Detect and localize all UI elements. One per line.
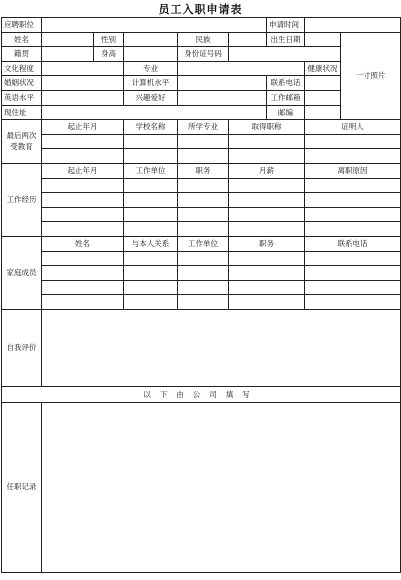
- ethnicity-field[interactable]: [229, 32, 267, 47]
- family-cell[interactable]: [42, 266, 124, 281]
- name-label: 姓名: [2, 32, 42, 47]
- family-cell[interactable]: [229, 266, 305, 281]
- family-cell[interactable]: [124, 266, 178, 281]
- form-title: 员工入职申请表: [158, 2, 243, 16]
- work-cell[interactable]: [229, 178, 305, 193]
- family-cell[interactable]: [229, 251, 305, 266]
- edu-cell[interactable]: [42, 134, 124, 149]
- work-header-salary: 月薪: [229, 163, 305, 178]
- family-cell[interactable]: [305, 266, 401, 281]
- address-label: 现住址: [2, 105, 42, 120]
- postcode-label: 邮编: [267, 105, 305, 120]
- apply-time-label: 申请时间: [267, 18, 305, 33]
- edu-cell[interactable]: [178, 149, 229, 164]
- marital-label: 婚姻状况: [2, 76, 42, 91]
- family-cell[interactable]: [42, 251, 124, 266]
- work-cell[interactable]: [124, 222, 178, 237]
- education-label: 文化程度: [2, 61, 42, 76]
- birth-date-label: 出生日期: [267, 32, 305, 47]
- contact-phone-field[interactable]: [305, 76, 341, 91]
- self-eval-label: 自我评价: [2, 309, 42, 386]
- edu-cell[interactable]: [229, 149, 305, 164]
- family-header-phone: 联系电话: [305, 236, 401, 251]
- employment-record-label: 任职记录: [2, 402, 42, 572]
- family-header-company: 工作单位: [178, 236, 229, 251]
- computer-level-field[interactable]: [178, 76, 267, 91]
- work-header-reason: 离职原因: [305, 163, 401, 178]
- id-number-label: 身份证号码: [178, 47, 229, 62]
- application-form-table: [1, 17, 401, 573]
- work-header-company: 工作单位: [124, 163, 178, 178]
- family-cell[interactable]: [178, 251, 229, 266]
- family-header-relation: 与本人关系: [124, 236, 178, 251]
- family-cell[interactable]: [305, 280, 401, 295]
- work-cell[interactable]: [178, 222, 229, 237]
- ethnicity-label: 民族: [178, 32, 229, 47]
- id-number-field[interactable]: [229, 47, 341, 62]
- postcode-field[interactable]: [305, 105, 341, 120]
- edu-cell[interactable]: [42, 149, 124, 164]
- edu-header-school: 学校名称: [124, 120, 178, 135]
- work-cell[interactable]: [229, 222, 305, 237]
- family-cell[interactable]: [124, 251, 178, 266]
- address-field[interactable]: [42, 105, 267, 120]
- family-cell[interactable]: [229, 280, 305, 295]
- height-label: 身高: [94, 47, 124, 62]
- work-cell[interactable]: [178, 207, 229, 222]
- edu-cell[interactable]: [229, 134, 305, 149]
- work-cell[interactable]: [124, 178, 178, 193]
- english-level-field[interactable]: [42, 90, 124, 105]
- family-section-label: 家庭成员: [2, 236, 42, 309]
- hobbies-field[interactable]: [178, 90, 267, 105]
- edu-header-major: 所学专业: [178, 120, 229, 135]
- work-email-label: 工作邮箱: [267, 90, 305, 105]
- work-cell[interactable]: [305, 207, 401, 222]
- family-cell[interactable]: [305, 295, 401, 310]
- work-cell[interactable]: [124, 193, 178, 208]
- edu-cell[interactable]: [124, 134, 178, 149]
- hobbies-label: 兴趣爱好: [124, 90, 178, 105]
- self-eval-field[interactable]: [42, 309, 401, 386]
- birth-date-field[interactable]: [305, 32, 341, 47]
- family-header-position: 职务: [229, 236, 305, 251]
- edu-header-referee: 证明人: [305, 120, 401, 135]
- edu-cell[interactable]: [124, 149, 178, 164]
- apply-time-field[interactable]: [305, 18, 401, 33]
- education-field[interactable]: [42, 61, 124, 76]
- work-cell[interactable]: [305, 222, 401, 237]
- work-header-position: 职务: [178, 163, 229, 178]
- marital-field[interactable]: [42, 76, 124, 91]
- company-section-banner: 以下由公司填写: [2, 386, 401, 402]
- native-place-label: 籍贯: [2, 47, 42, 62]
- edu-header-period: 起止年月: [42, 120, 124, 135]
- position-label: 应聘职位: [2, 18, 42, 33]
- work-cell[interactable]: [124, 207, 178, 222]
- work-cell[interactable]: [42, 207, 124, 222]
- work-header-period: 起止年月: [42, 163, 124, 178]
- family-header-name: 姓名: [42, 236, 124, 251]
- work-email-field[interactable]: [305, 90, 341, 105]
- work-cell[interactable]: [42, 222, 124, 237]
- english-level-label: 英语水平: [2, 90, 42, 105]
- work-cell[interactable]: [229, 193, 305, 208]
- work-cell[interactable]: [305, 178, 401, 193]
- education-section-label: 最后两次受教育: [2, 120, 42, 164]
- work-cell[interactable]: [42, 193, 124, 208]
- employment-record-field[interactable]: [42, 402, 401, 572]
- family-cell[interactable]: [229, 295, 305, 310]
- edu-cell[interactable]: [305, 134, 401, 149]
- family-cell[interactable]: [124, 280, 178, 295]
- family-cell[interactable]: [178, 280, 229, 295]
- family-cell[interactable]: [124, 295, 178, 310]
- work-cell[interactable]: [229, 207, 305, 222]
- gender-label: 性别: [94, 32, 124, 47]
- family-cell[interactable]: [305, 251, 401, 266]
- name-field[interactable]: [42, 32, 94, 47]
- position-field[interactable]: [42, 18, 267, 33]
- family-cell[interactable]: [42, 295, 124, 310]
- computer-level-label: 计算机水平: [124, 76, 178, 91]
- work-cell[interactable]: [305, 193, 401, 208]
- native-place-field[interactable]: [42, 47, 94, 62]
- major-field[interactable]: [178, 61, 305, 76]
- edu-cell[interactable]: [305, 149, 401, 164]
- work-cell[interactable]: [178, 178, 229, 193]
- work-cell[interactable]: [42, 178, 124, 193]
- edu-cell[interactable]: [178, 134, 229, 149]
- family-cell[interactable]: [42, 280, 124, 295]
- family-cell[interactable]: [178, 295, 229, 310]
- photo-box[interactable]: 一寸照片: [341, 32, 401, 120]
- work-cell[interactable]: [178, 193, 229, 208]
- contact-phone-label: 联系电话: [267, 76, 305, 91]
- health-label: 健康状况: [305, 61, 341, 76]
- edu-header-title: 取得职称: [229, 120, 305, 135]
- gender-field[interactable]: [124, 32, 178, 47]
- height-field[interactable]: [124, 47, 178, 62]
- family-cell[interactable]: [178, 266, 229, 281]
- major-label: 专业: [124, 61, 178, 76]
- work-section-label: 工作经历: [2, 163, 42, 236]
